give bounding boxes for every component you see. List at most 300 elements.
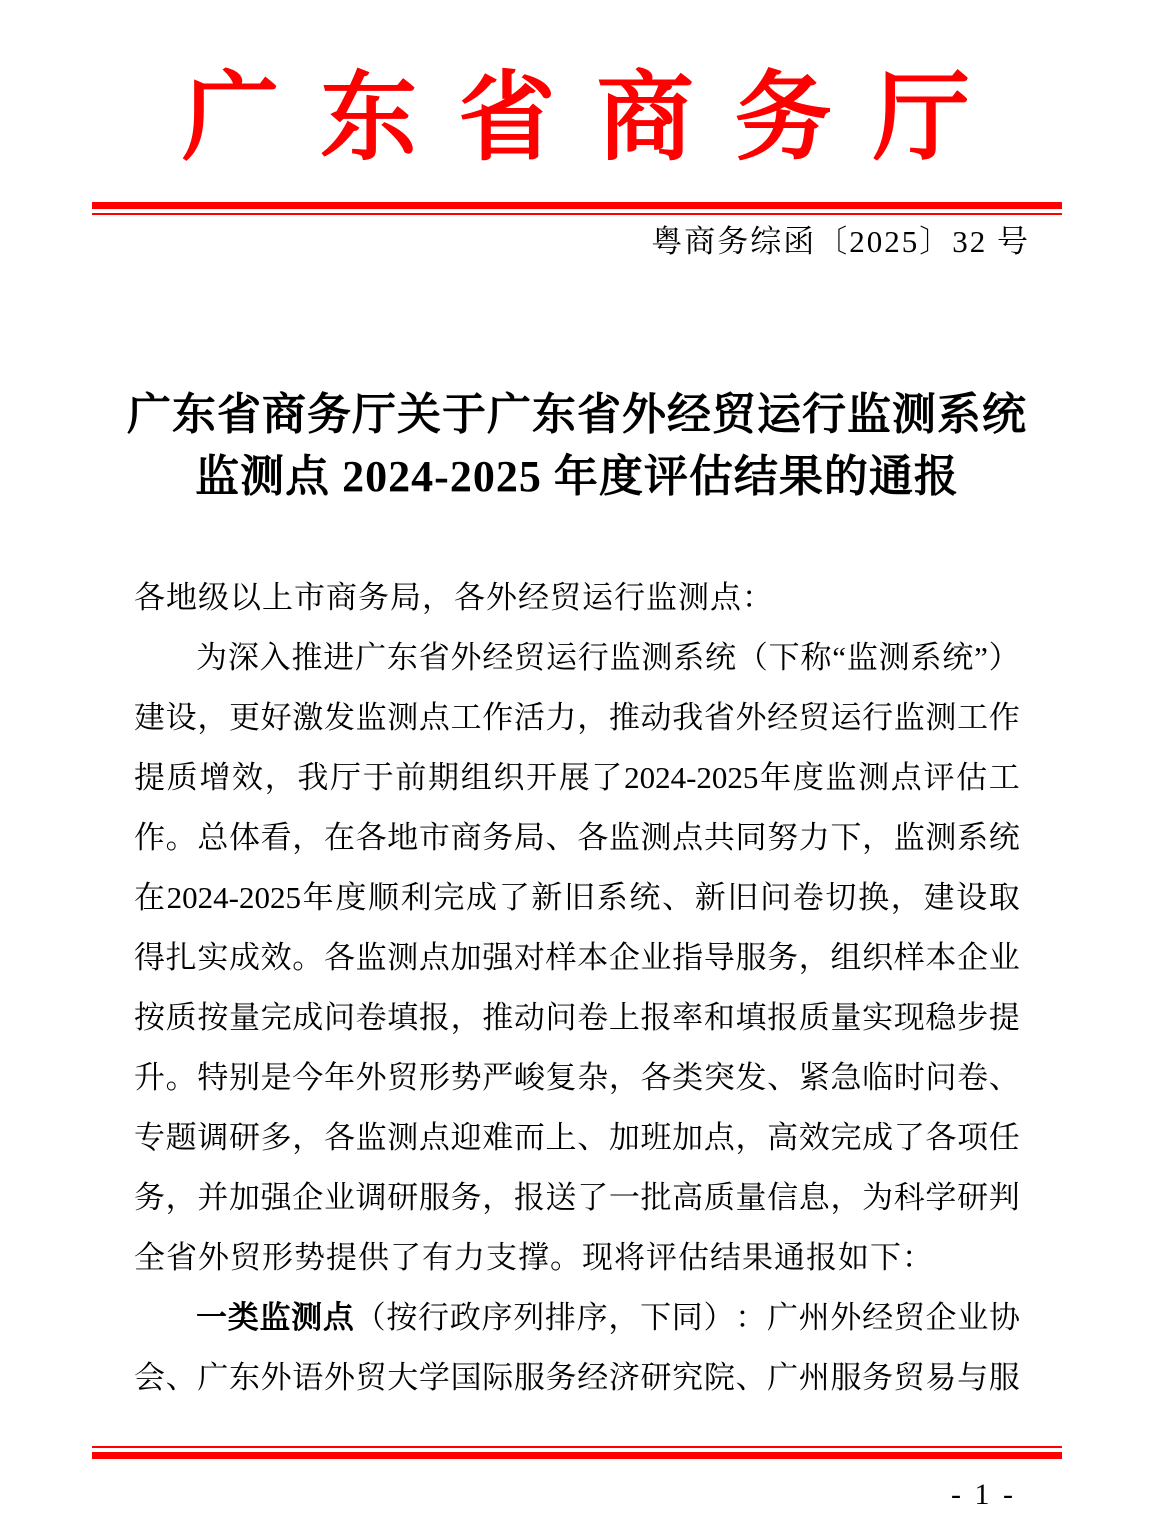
body-line-text: 、 <box>735 1360 767 1395</box>
body-line-text: （ <box>354 1300 386 1335</box>
body-line-text: 调 <box>197 1120 229 1155</box>
body-line-text: 同 <box>735 820 767 855</box>
body-line-text: 统 <box>629 880 661 915</box>
body-line-text: 严 <box>482 1060 514 1095</box>
body-line-text: 服 <box>513 1360 545 1395</box>
body-line-text: 贸 <box>387 1060 419 1095</box>
body-line-emphasis: 类 <box>227 1300 259 1335</box>
body-line-text: 高 <box>767 1120 799 1155</box>
body-line-text: 业 <box>957 1300 989 1335</box>
body-line-text: 问 <box>545 1000 577 1035</box>
body-line-text: 卷 <box>957 1060 989 1095</box>
body-line-text: ， <box>165 1180 197 1215</box>
body-line-text: ， <box>450 1000 482 1035</box>
body-line-text: 推 <box>291 640 323 675</box>
body-line-text: 协 <box>988 1300 1020 1335</box>
body-line-text: 填 <box>387 1000 419 1035</box>
body-line-text: 织 <box>862 940 894 975</box>
footer-separator <box>92 1446 1062 1459</box>
body-line-text: 上 <box>262 580 294 615</box>
masthead-char: 务 <box>734 65 832 172</box>
body-line-text: ” <box>974 640 988 675</box>
body-line-text: 省 <box>703 700 735 735</box>
body-line-text: 推 <box>482 1000 514 1035</box>
body-line-text: 商 <box>450 820 482 855</box>
body-line-text: 易 <box>925 1360 957 1395</box>
body-line-text: 按 <box>134 1000 165 1035</box>
body-line-text: 。 <box>292 940 324 975</box>
body-line-text: 州 <box>798 1300 830 1335</box>
body-line-text: 工 <box>450 700 482 735</box>
body-line-text: 动 <box>513 1000 545 1035</box>
body-line-text: 局 <box>513 820 545 855</box>
body-line-text: 测 <box>387 940 419 975</box>
body-line-text: 研 <box>228 1120 260 1155</box>
body-line-text: 估 <box>678 1240 710 1275</box>
body-line-text: 形 <box>262 1240 294 1275</box>
body-line-text: 成 <box>292 1000 324 1035</box>
body-line-text: 行 <box>614 580 646 615</box>
body-line <box>134 988 1020 1048</box>
body-line <box>134 1108 1020 1168</box>
body-line-text: 成 <box>862 1120 894 1155</box>
body-line-text: 度 <box>792 760 824 795</box>
body-line-text: ， <box>577 700 609 735</box>
body-line-text: ： <box>902 1240 934 1275</box>
body-line-text: 提 <box>988 1000 1020 1035</box>
body-line-text: 服 <box>988 1360 1020 1395</box>
body-line-text: 激 <box>292 700 324 735</box>
body-line-text: 国 <box>450 1360 482 1395</box>
body-line-text: 测 <box>641 640 673 675</box>
body-line-text: 务 <box>482 820 514 855</box>
body-line-text: 报 <box>767 1000 799 1035</box>
body-line-text: 活 <box>513 700 545 735</box>
body-line-text: 与 <box>957 1360 989 1395</box>
body-line-text: 增 <box>199 760 231 795</box>
body-line-text: 上 <box>608 1000 640 1035</box>
document-title-line2: 监测点 2024-2025 年度评估结果的通报 <box>195 452 959 501</box>
body-line-text: 现 <box>893 1000 925 1035</box>
body-line-text: 特 <box>197 1060 229 1095</box>
body-line-text: 导 <box>703 940 735 975</box>
body-line-text: 贸 <box>798 700 830 735</box>
body-line-emphasis: 点 <box>322 1300 354 1335</box>
body-line-text: 急 <box>830 1060 862 1095</box>
body-line-text: 高 <box>672 1180 704 1215</box>
body-line-text: 企 <box>608 940 640 975</box>
body-line-text: 评 <box>923 760 955 795</box>
body-line-text: 外 <box>260 1360 292 1395</box>
body-line-text: 提 <box>326 1240 358 1275</box>
body-line-text: 各 <box>323 940 355 975</box>
body-line-text: 监 <box>608 820 640 855</box>
body-line-text: 稳 <box>925 1000 957 1035</box>
body-line-text: 称 <box>800 640 832 675</box>
body-line-text: 东 <box>386 640 418 675</box>
body-line-text: 各 <box>577 820 609 855</box>
body-line-text: 监 <box>893 700 925 735</box>
body-line-text: 济 <box>608 1360 640 1395</box>
body-line-text: 在 <box>134 880 165 915</box>
body-line <box>134 688 1020 748</box>
body-line-text: 建 <box>134 700 165 735</box>
body-line-text: 作 <box>988 700 1020 735</box>
body-line-text: 报 <box>513 1180 545 1215</box>
body-line-text: 贸 <box>550 580 582 615</box>
body-line-text: 运 <box>830 700 862 735</box>
body-line-text: 、 <box>545 820 577 855</box>
body-line-text: 问 <box>925 1060 957 1095</box>
body-line-text: 深 <box>227 640 259 675</box>
body-line-text: 前 <box>395 760 427 795</box>
body-line-text: 点 <box>418 940 450 975</box>
body-line-text: 按 <box>386 1300 418 1335</box>
body-line-text: 完 <box>260 1000 292 1035</box>
body-line-text: 我 <box>297 760 329 795</box>
body-line-text: 形 <box>418 1060 450 1095</box>
body-line-text: 效 <box>798 1120 830 1155</box>
body-line-text: ， <box>197 700 229 735</box>
body-line-text: 序 <box>576 1300 608 1335</box>
body-line-emphasis: 监 <box>259 1300 291 1335</box>
body-line-text: 在 <box>323 820 355 855</box>
body-line-text: 监 <box>846 640 878 675</box>
body-line-text: 加 <box>228 1180 260 1215</box>
body-line-text: 升 <box>134 1060 165 1095</box>
body-line-text: 务 <box>862 1360 894 1395</box>
body-line-text: 贸 <box>893 1360 925 1395</box>
body-line-text: 率 <box>672 1000 704 1035</box>
body-line-text: 加 <box>608 1120 640 1155</box>
body-line-text: 点 <box>418 1120 450 1155</box>
page-number: - 1 - <box>951 1478 1016 1511</box>
body-line-text: 卷 <box>792 880 824 915</box>
body-line-text: 为 <box>862 1180 894 1215</box>
body-line-text: 广 <box>766 1300 798 1335</box>
body-line-text: 评 <box>646 1240 678 1275</box>
body-line-text: 年 <box>302 880 334 915</box>
body-line-text: 送 <box>545 1180 577 1215</box>
body-line-text: 报 <box>640 1000 672 1035</box>
body-line-text: 发 <box>735 1060 767 1095</box>
masthead-char: 厅 <box>872 65 970 172</box>
body-line-text: 各 <box>134 580 166 615</box>
body-line-text: 州 <box>798 1360 830 1395</box>
body-line-text: 成 <box>228 940 260 975</box>
body-line-text: 进 <box>323 640 355 675</box>
body-line-text: 专 <box>134 1120 165 1155</box>
body-line-text: 信 <box>767 1180 799 1215</box>
body-line-text: 本 <box>577 940 609 975</box>
body-line-text: 质 <box>798 1000 830 1035</box>
body-line-text: 序 <box>481 1300 513 1335</box>
body-line-text: 得 <box>134 940 165 975</box>
document-body <box>134 568 1020 1408</box>
body-line-text: 政 <box>449 1300 481 1335</box>
body-line-text: 行 <box>418 1300 450 1335</box>
body-line-text: 厅 <box>330 760 362 795</box>
body-line-text: ） <box>988 640 1020 675</box>
body-line-text: 。 <box>165 820 197 855</box>
body-line-text: 经 <box>767 700 799 735</box>
body-line-text: 看 <box>260 820 292 855</box>
body-line-text: 息 <box>798 1180 830 1215</box>
body-line-text: 换 <box>858 880 890 915</box>
body-line-text: 外 <box>830 1300 862 1335</box>
body-line-text: 系 <box>596 880 628 915</box>
body-line-text: 效 <box>260 940 292 975</box>
body-line-text: 研 <box>387 1180 419 1215</box>
body-line-text: 经 <box>577 1360 609 1395</box>
body-line-text: 力 <box>798 820 830 855</box>
body-line-text: 测 <box>678 580 710 615</box>
body-line-text: 实 <box>862 1000 894 1035</box>
body-line-text: 类 <box>672 1060 704 1095</box>
body-line-text: 力 <box>454 1240 486 1275</box>
body-line-text: 组 <box>460 760 492 795</box>
body-line-text: 外 <box>486 580 518 615</box>
body-line-text: 支 <box>486 1240 518 1275</box>
body-line-text: 服 <box>735 940 767 975</box>
body-line-text: ： <box>742 580 774 615</box>
body-line-text: ， <box>830 1180 862 1215</box>
body-line-text: 际 <box>482 1360 514 1395</box>
body-line-text: 织 <box>493 760 525 795</box>
body-line-text: 量 <box>830 1000 862 1035</box>
body-line-text: 顺 <box>368 880 400 915</box>
body-line-text: 企 <box>957 940 989 975</box>
body-line-text: 杂 <box>577 1060 609 1095</box>
body-line-text: 广 <box>197 1360 229 1395</box>
body-line-text: 撑 <box>518 1240 550 1275</box>
body-line-text: 量 <box>735 1180 767 1215</box>
body-line-text: 势 <box>450 1060 482 1095</box>
body-line-text: 行 <box>577 640 609 675</box>
body-line-text: 好 <box>260 700 292 735</box>
body-line-text: 、 <box>662 880 694 915</box>
body-line-text: 2024-2025 <box>166 880 301 915</box>
body-line-text: 点 <box>890 760 922 795</box>
body-line-text: 报 <box>806 1240 838 1275</box>
body-line-text: 样 <box>545 940 577 975</box>
body-line-emphasis: 测 <box>291 1300 323 1335</box>
body-line-text: 究 <box>672 1360 704 1395</box>
body-line-text: 力 <box>545 700 577 735</box>
body-line-text: 填 <box>735 1000 767 1035</box>
body-line-text: 监 <box>355 700 387 735</box>
body-line-text: 突 <box>703 1060 735 1095</box>
body-line-text: 会 <box>134 1360 165 1395</box>
body-line-text: 运 <box>582 580 614 615</box>
body-line-text: 广 <box>767 1360 799 1395</box>
body-line-text: 测 <box>878 640 910 675</box>
body-line-text: 强 <box>260 1180 292 1215</box>
body-line-text: 地 <box>387 820 419 855</box>
body-line-text: 统 <box>705 640 736 675</box>
body-line-text: 有 <box>422 1240 454 1275</box>
body-line-text: ， <box>735 1120 767 1155</box>
body-line <box>134 1168 1020 1228</box>
body-line-text: 了 <box>893 1120 925 1155</box>
body-line-text: 报 <box>418 1000 450 1035</box>
body-line-text: 开 <box>526 760 558 795</box>
body-line-text: 完 <box>433 880 465 915</box>
body-line <box>134 1288 1020 1348</box>
body-line-text: 监 <box>609 640 641 675</box>
body-line <box>134 868 1020 928</box>
body-line-text: 期 <box>428 760 460 795</box>
body-line <box>134 1348 1020 1408</box>
body-line-text: 步 <box>957 1000 989 1035</box>
body-line-text: 本 <box>925 940 957 975</box>
body-line-text: 多 <box>260 1120 292 1155</box>
body-line-text: 供 <box>358 1240 390 1275</box>
body-line-text: 级 <box>198 580 230 615</box>
body-line-text: 贸 <box>230 1240 262 1275</box>
body-line-text: 设 <box>956 880 988 915</box>
body-line-text: 动 <box>640 700 672 735</box>
masthead-char: 广 <box>182 65 279 172</box>
body-line-text: 务 <box>358 580 390 615</box>
body-line-text: 紧 <box>798 1060 830 1095</box>
body-line-text: ， <box>608 1060 640 1095</box>
body-line-text: 下 <box>870 1240 902 1275</box>
agency-masthead <box>182 48 970 170</box>
body-line-text: 点 <box>710 580 742 615</box>
body-line-text: 量 <box>228 1000 260 1035</box>
body-line-text: 了 <box>498 880 530 915</box>
body-line-text: 了 <box>591 760 623 795</box>
body-line-text: 展 <box>558 760 590 795</box>
body-line-text: 于 <box>362 760 394 795</box>
body-line-text: 实 <box>197 940 229 975</box>
body-line-text: 对 <box>513 940 545 975</box>
body-line-text: 点 <box>418 700 450 735</box>
body-line-text: 工 <box>988 760 1020 795</box>
body-line-text: 测 <box>925 700 957 735</box>
body-line-text: 、 <box>988 1060 1020 1095</box>
body-line-text: 外 <box>450 640 482 675</box>
masthead-char: 商 <box>596 65 694 172</box>
body-line-text: ： <box>735 1300 767 1335</box>
body-line-text: 局 <box>390 580 422 615</box>
body-line-text: 经 <box>518 580 550 615</box>
body-line-text: ， <box>862 820 894 855</box>
body-line-text: 大 <box>387 1360 419 1395</box>
body-line-text: 将 <box>614 1240 646 1275</box>
body-line-text: 推 <box>608 700 640 735</box>
body-line-text: 入 <box>259 640 291 675</box>
body-line-text: 题 <box>165 1120 197 1155</box>
body-line-text: 批 <box>640 1180 672 1215</box>
body-line-text: 度 <box>335 880 367 915</box>
body-line-text: 为 <box>196 640 227 675</box>
body-line-text: ， <box>482 1180 514 1215</box>
body-line-text: 测 <box>387 1120 419 1155</box>
masthead-char: 省 <box>458 65 556 172</box>
body-line-text: 如 <box>838 1240 870 1275</box>
body-line-text: 学 <box>418 1360 450 1395</box>
body-line-text: 班 <box>640 1120 672 1155</box>
body-line-text: 体 <box>228 820 260 855</box>
body-line-text: 院 <box>703 1360 735 1395</box>
body-line-text: 成 <box>466 880 498 915</box>
body-line-text: 各 <box>454 580 486 615</box>
body-line-text: 以 <box>230 580 262 615</box>
body-line-text: 外 <box>323 1360 355 1395</box>
body-line-text: 扎 <box>165 940 197 975</box>
body-line-text: 。 <box>550 1240 582 1275</box>
body-line-text: 经 <box>482 640 514 675</box>
body-line-text: 结 <box>710 1240 742 1275</box>
body-line-text: 发 <box>323 700 355 735</box>
body-line-text: 完 <box>830 1120 862 1155</box>
body-line-text: 系 <box>957 820 989 855</box>
body-line-text: 各 <box>323 1120 355 1155</box>
body-line-emphasis: 一 <box>196 1300 227 1335</box>
body-line-text: 临 <box>862 1060 894 1095</box>
body-line-text: 和 <box>703 1000 735 1035</box>
body-line-text: 列 <box>513 1300 545 1335</box>
body-line-text: 并 <box>197 1180 229 1215</box>
body-line-text: 务 <box>767 940 799 975</box>
body-line-text: 贸 <box>514 640 546 675</box>
body-line-text: “ <box>832 640 847 675</box>
body-line-text: 测 <box>387 700 419 735</box>
body-line-text: 估 <box>956 760 988 795</box>
body-line-text: 卷 <box>577 1000 609 1035</box>
body-line-text: 研 <box>640 1360 672 1395</box>
document-title-line1: 广东省商务厅关于广东省外经贸运行监测系统 <box>127 390 1027 439</box>
body-line-text: 通 <box>774 1240 806 1275</box>
body-line-text: 迎 <box>450 1120 482 1155</box>
body-line-text: ， <box>890 880 922 915</box>
body-line-text: 卷 <box>355 1000 387 1035</box>
body-line-text: 下 <box>640 1300 672 1335</box>
body-line-text: 旧 <box>564 880 596 915</box>
body-line-text: 了 <box>577 1180 609 1215</box>
body-line-text: 质 <box>703 1180 735 1215</box>
body-line-text: 我 <box>672 700 704 735</box>
body-line-text: 而 <box>513 1120 545 1155</box>
body-line-text: 监 <box>355 940 387 975</box>
body-line-text: 服 <box>418 1180 450 1215</box>
body-line-text: 现 <box>582 1240 614 1275</box>
body-line-text: 努 <box>767 820 799 855</box>
body-line <box>134 808 1020 868</box>
body-line-text: 东 <box>228 1360 260 1395</box>
body-line-text: 统 <box>988 820 1020 855</box>
body-line-text: 难 <box>482 1120 514 1155</box>
body-line-text: 作 <box>134 820 165 855</box>
body-line-text: 各 <box>355 820 387 855</box>
body-line-text: 是 <box>260 1060 292 1095</box>
body-line-text: 测 <box>925 820 957 855</box>
body-line <box>134 748 1020 808</box>
body-line-text: 样 <box>893 940 925 975</box>
body-line-text: ， <box>264 760 296 795</box>
body-line-text: 判 <box>988 1180 1020 1215</box>
body-line-text: 上 <box>545 1120 577 1155</box>
body-line-text: 学 <box>925 1180 957 1215</box>
body-line-text: 系 <box>910 640 942 675</box>
body-line-text: 市 <box>418 820 450 855</box>
body-line-text: 加 <box>450 940 482 975</box>
body-line-text: 时 <box>893 1060 925 1095</box>
body-line-text: （ <box>736 640 768 675</box>
body-line-text: 指 <box>672 940 704 975</box>
